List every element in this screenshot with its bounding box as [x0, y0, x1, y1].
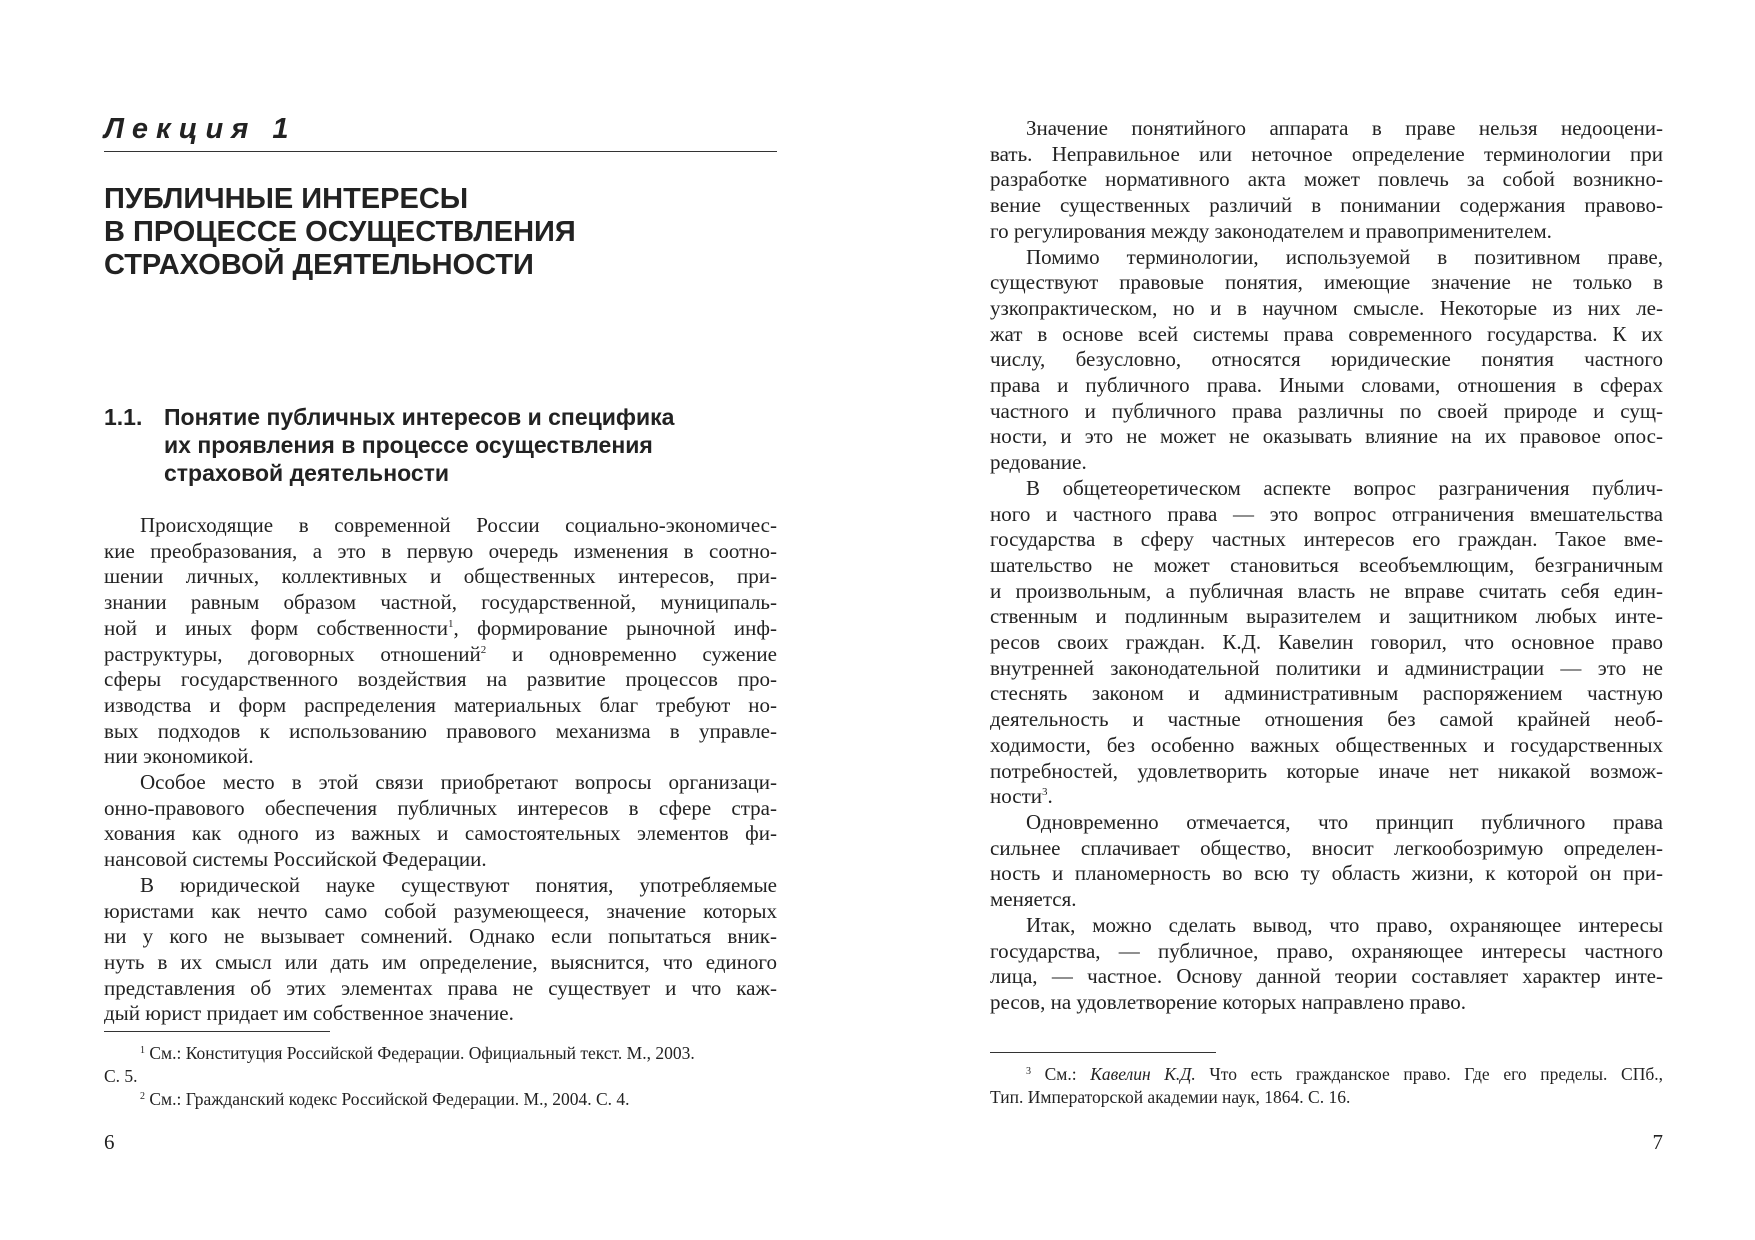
text-line: вать. Неправильное или неточное определение терминологии при: [990, 141, 1663, 166]
footnote: [104, 1088, 777, 1111]
text-line: Значение понятийного аппарата в праве нельзя недооцени-: [1026, 116, 1663, 140]
chapter-title-line: ПУБЛИЧНЫЕ ИНТЕРЕСЫ: [104, 183, 469, 215]
footnote-mark: 3: [1026, 1066, 1031, 1077]
footnote: [104, 1042, 777, 1065]
text-line: ственным и подлинным выразителем и защитником любых инте-: [990, 604, 1663, 629]
text-line: онно-правового обеспечения публичных интересов в сфере стра-: [104, 795, 777, 820]
footnote-text: Что есть гражданское право. Где его пределы. СПб.,: [1195, 1064, 1664, 1084]
section-title: [164, 403, 777, 487]
text-line: [104, 616, 777, 642]
section-title-line: страховой деятельности: [164, 460, 450, 486]
right-page: [990, 0, 1663, 1240]
text-line: и произвольным, а публичная власть не вправе считать себя един-: [990, 578, 1663, 603]
text-fragment: раструктуры, договорных отношений: [104, 641, 481, 666]
right-body: [990, 116, 1663, 1016]
text-line: го регулирования между законодателем и правоприменителем.: [990, 218, 1552, 243]
text-line: шательство не может становиться всеобъемлющим, безграничным: [990, 552, 1663, 577]
footnote: [990, 1063, 1663, 1086]
text-line: В юридической науке существуют понятия, употребляемые: [140, 872, 777, 897]
text-line: меняется.: [990, 887, 1077, 912]
footnotes: [104, 1042, 777, 1111]
text-line: Помимо терминологии, используемой в позитивном праве,: [1026, 244, 1663, 269]
text-line: внутренней законодательной политики и администрации — это не: [990, 655, 1663, 680]
section-number: 1.1.: [104, 404, 143, 430]
text-line: нии экономикой.: [104, 744, 254, 769]
text-line: шении личных, коллективных и общественных интересов, при-: [104, 564, 777, 589]
text-line: представления об этих элементах права не существует и что каж-: [104, 975, 777, 1000]
footnote-ref[interactable]: 2: [480, 643, 487, 656]
text-line: ность и планомерность во всю ту область жизни, к которой он при-: [990, 861, 1663, 886]
text-line: [990, 784, 1663, 810]
footnote-text: См.:: [1031, 1064, 1091, 1084]
text-line: права и публичного права. Иными словами, отношения в сферах: [990, 373, 1663, 398]
paragraph: [104, 770, 777, 873]
left-page: [104, 0, 777, 1240]
text-fragment: ной и иных форм собственности: [104, 615, 448, 640]
text-line: сильнее сплачивает общество, вносит легкообозримую определен-: [990, 835, 1663, 860]
text-line: нуть в их смысл или дать им определение, выяснится, что единого: [104, 949, 777, 974]
paragraph: [990, 116, 1663, 245]
footnote-text: Тип. Императорской академии наук, 1864. С. 16.: [990, 1087, 1351, 1107]
footnote-mark: 1: [140, 1045, 145, 1056]
text-line: Одновременно отмечается, что принцип публичного права: [1026, 809, 1663, 834]
text-line: ного и частного права — это вопрос отграничения вмешательства: [990, 501, 1663, 526]
text-fragment: , формирование рыночной инф-: [453, 615, 778, 640]
paragraph: [990, 476, 1663, 810]
lecture-label: Лекция 1: [104, 113, 297, 145]
text-line: вых подходов к использованию правового механизма в управле-: [104, 718, 777, 743]
text-fragment: .: [1047, 784, 1053, 809]
footnote-author: Кавелин К.Д.: [1090, 1064, 1196, 1084]
text-line: частного и публичного права различны по своей природе и сущ-: [990, 398, 1663, 423]
text-line: изводства и форм распределения материальных благ требуют но-: [104, 692, 777, 717]
text-line: потребностей, удовлетворить которые иначе нет никакой возмож-: [990, 758, 1663, 783]
page-number: 6: [104, 1130, 115, 1154]
footnotes: [990, 1063, 1663, 1109]
paragraph: [104, 873, 777, 1027]
text-line: жат в основе всей системы права современного государства. К их: [990, 321, 1663, 346]
text-line: хования как одного из важных и самостоятельных элементов фи-: [104, 821, 777, 846]
text-line: разработке нормативного акта может повлечь за собой возникно-: [990, 167, 1663, 192]
paragraph: [104, 513, 777, 770]
text-line: Происходящие в современной России социально-экономичес-: [140, 513, 777, 537]
footnote-text: См.: Гражданский кодекс Российской Федерации. М., 2004. С. 4.: [145, 1089, 630, 1109]
text-line: ресов, на удовлетворение которых направлено право.: [990, 989, 1466, 1014]
text-line: вение существенных различий в понимании содержания правово-: [990, 193, 1663, 218]
text-line: редование.: [990, 450, 1087, 475]
text-line: ресов своих граждан. К.Д. Кавелин говорил, что основное право: [990, 630, 1663, 655]
paragraph: [990, 245, 1663, 476]
text-fragment: ности: [990, 784, 1042, 809]
text-line: стеснять законом и административным распоряжением частную: [990, 681, 1663, 706]
text-line: дый юрист придает им собственное значение.: [104, 1001, 514, 1026]
page-number: 7: [1652, 1130, 1663, 1154]
text-line: ходимости, без особенно важных общественных и государственных: [990, 732, 1663, 757]
text-line: узкопрактическом, но и в научном смысле. Некоторые из них ле-: [990, 295, 1663, 320]
text-line: государства в сферу частных интересов его граждан. Такое вме-: [990, 527, 1663, 552]
lecture-divider: [104, 151, 777, 152]
text-line: существуют правовые понятия, имеющие значение не только в: [990, 270, 1663, 295]
text-line: сферы государственного воздействия на развитие процессов про-: [104, 667, 777, 692]
left-body: [104, 513, 777, 1027]
text-line: ни у кого не вызывает сомнений. Однако если попытаться вник-: [104, 924, 777, 949]
text-line: Особое место в этой связи приобретают вопросы организаци-: [140, 770, 777, 795]
text-line: ности, и это не может не оказывать влияние на их правовое опос-: [990, 424, 1663, 449]
footnote-ref[interactable]: 1: [447, 617, 454, 630]
section-title-line: Понятие публичных интересов и специфика: [164, 404, 675, 430]
chapter-title-line: В ПРОЦЕССЕ ОСУЩЕСТВЛЕНИЯ: [104, 216, 576, 248]
footnote-divider: [990, 1052, 1216, 1053]
text-line: юристами как нечто само собой разумеющееся, значение которых: [104, 898, 777, 923]
text-line: лица, — частное. Основу данной теории составляет характер инте-: [990, 964, 1663, 989]
text-fragment: и одновременно сужение: [486, 641, 777, 666]
text-line: кие преобразования, а это в первую очередь изменения в соотно-: [104, 538, 777, 563]
footnote-text: См.: Конституция Российской Федерации. Официальный текст. М., 2003.: [145, 1043, 695, 1063]
text-line: числу, безусловно, относятся юридические понятия частного: [990, 347, 1663, 372]
footnote-mark: 2: [140, 1091, 145, 1102]
chapter-title-line: СТРАХОВОЙ ДЕЯТЕЛЬНОСТИ: [104, 249, 534, 281]
text-line: нансовой системы Российской Федерации.: [104, 847, 487, 872]
paragraph: [990, 913, 1663, 1016]
text-line: [104, 642, 777, 668]
section-title-line: их проявления в процессе осуществления: [164, 432, 653, 458]
footnote-text: С. 5.: [104, 1066, 138, 1086]
text-line: В общетеоретическом аспекте вопрос разграничения публич-: [1026, 475, 1663, 500]
footnote-divider: [104, 1031, 330, 1032]
text-line: Итак, можно сделать вывод, что право, охраняющее интересы: [1026, 912, 1663, 937]
text-line: знании равным образом частной, государственной, муниципаль-: [104, 590, 777, 615]
footnote-ref[interactable]: 3: [1042, 786, 1048, 799]
chapter-title: [104, 183, 777, 282]
paragraph: [990, 810, 1663, 913]
text-line: государства, — публичное, право, охраняющее интересы частного: [990, 938, 1663, 963]
text-line: деятельность и частные отношения без самой крайней необ-: [990, 707, 1663, 732]
